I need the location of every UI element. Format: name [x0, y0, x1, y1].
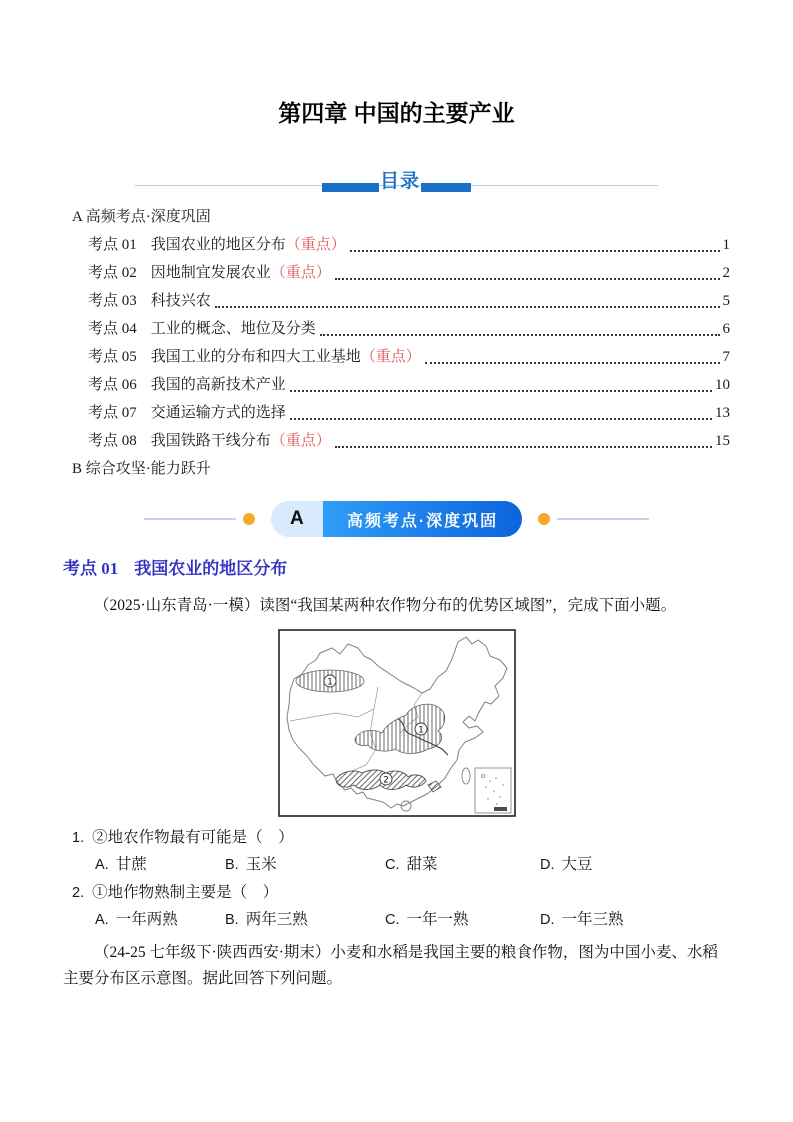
toc-item-label: 考点 02: [88, 265, 137, 281]
question-number: 1.: [72, 830, 85, 846]
toc-section-a: A 高频考点·深度巩固: [72, 209, 211, 225]
toc-item-title: 我国的高新技术产业: [150, 377, 286, 393]
toc-item-label: 考点 06: [88, 377, 137, 393]
toc-dot-leader: [290, 390, 712, 392]
option-letter: B.: [225, 912, 239, 928]
toc-item: [63, 427, 730, 455]
question-1-options: [63, 851, 730, 879]
option-letter: D.: [540, 857, 555, 873]
banner-dot-left: [243, 513, 255, 525]
toc-item-label: 考点 07: [88, 405, 137, 421]
toc-item: [63, 259, 730, 287]
option-letter: C.: [385, 912, 400, 928]
question-text: ①地作物熟制主要是（ ）: [92, 884, 279, 901]
toc-header: [63, 173, 730, 195]
section-banner: [63, 501, 730, 537]
toc-item: [63, 371, 730, 399]
toc-item-label: 考点 05: [88, 349, 137, 365]
option-c: [385, 851, 540, 879]
toc-page-number: 6: [722, 321, 730, 337]
kaodian-label: 考点 01: [63, 559, 119, 578]
south-china-sea-inset: [475, 768, 511, 813]
toc-page-number: 2: [722, 265, 730, 281]
option-letter: D.: [540, 912, 555, 928]
option-text: 一年三熟: [561, 911, 624, 928]
section-badge: [271, 501, 522, 537]
toc-dot-leader: [215, 306, 720, 308]
option-d: [540, 906, 730, 934]
option-a: [95, 851, 225, 879]
option-text: 大豆: [561, 856, 593, 873]
toc-item-title: 因地制宜发展农业: [150, 265, 271, 281]
china-crop-map: [278, 629, 516, 817]
banner-connector-line-right: [557, 518, 649, 520]
toc-item-label: 考点 01: [88, 237, 137, 253]
region2-label: 2: [382, 775, 389, 786]
toc-page-number: 7: [722, 349, 730, 365]
toc-page-number: 13: [715, 405, 730, 421]
toc-item-label: 考点 04: [88, 321, 137, 337]
option-letter: A.: [95, 912, 109, 928]
region1-label: 1: [326, 677, 333, 688]
toc-item: [63, 399, 730, 427]
kaodian-heading: [63, 557, 730, 581]
toc-item-title: 我国农业的地区分布: [150, 237, 286, 253]
option-letter: C.: [385, 857, 400, 873]
toc-item-label: 考点 08: [88, 433, 137, 449]
region1-label-east: 1: [417, 725, 424, 736]
option-b: [225, 851, 385, 879]
option-text: 玉米: [245, 856, 277, 873]
toc-important-tag: （重点）: [285, 237, 346, 253]
question-2-options: [63, 906, 730, 934]
toc-item-title: 科技兴农: [150, 293, 211, 309]
section-badge-letter: A: [271, 501, 323, 537]
toc-page-number: 15: [715, 433, 730, 449]
toc-section-b: B 综合攻坚·能力跃升: [72, 461, 211, 477]
question-text: ②地农作物最有可能是（ ）: [92, 829, 294, 846]
toc-item-title: 交通运输方式的选择: [150, 405, 286, 421]
question-2: [63, 880, 730, 906]
option-a: [95, 906, 225, 934]
toc-dot-leader: [290, 418, 712, 420]
kaodian-title: 我国农业的地区分布: [134, 559, 288, 578]
toc-important-tag: （重点）: [270, 265, 331, 281]
toc-item: [63, 287, 730, 315]
toc-important-tag: （重点）: [360, 349, 421, 365]
section-badge-text: 高频考点·深度巩固: [323, 501, 522, 537]
option-c: [385, 906, 540, 934]
toc-page-number: 1: [722, 237, 730, 253]
option-text: 两年三熟: [245, 911, 308, 928]
option-d: [540, 851, 730, 879]
option-text: 一年两熟: [115, 911, 178, 928]
toc-dot-leader: [350, 250, 720, 252]
exercise1-intro: （2025·山东青岛·一模）读图“我国某两种农作物分布的优势区域图”，完成下面小题。: [94, 597, 677, 614]
toc-header-bar-left: [322, 183, 379, 192]
table-of-contents: [63, 203, 730, 483]
page-title: 第四章 中国的主要产业: [278, 100, 515, 126]
toc-dot-leader: [335, 278, 720, 280]
option-letter: B.: [225, 857, 239, 873]
toc-item: [63, 343, 730, 371]
toc-important-tag: （重点）: [270, 433, 331, 449]
option-text: 甘蔗: [115, 856, 147, 873]
exercise2-intro: （24-25 七年级下·陕西西安·期末）小麦和水稻是我国主要的粮食作物，图为中国小麦、水稻主要分布区示意图。据此回答下列问题。: [63, 944, 718, 987]
toc-page-number: 5: [722, 293, 730, 309]
toc-item-title: 我国铁路干线分布: [150, 433, 271, 449]
question-number: 2.: [72, 885, 85, 901]
toc-page-number: 10: [715, 377, 730, 393]
inset-caption-block: [494, 807, 507, 811]
toc-header-bar-right: [421, 183, 471, 192]
toc-dot-leader: [335, 446, 712, 448]
option-b: [225, 906, 385, 934]
banner-dot-right: [538, 513, 550, 525]
toc-dot-leader: [320, 334, 720, 336]
option-letter: A.: [95, 857, 109, 873]
toc-item-label: 考点 03: [88, 293, 137, 309]
toc-header-title: 目录: [379, 171, 420, 192]
toc-item: [63, 231, 730, 259]
toc-dot-leader: [425, 362, 720, 364]
question-1: [63, 825, 730, 851]
toc-item-title: 工业的概念、地位及分类: [150, 321, 316, 337]
banner-connector-line-left: [144, 518, 236, 520]
toc-item: [63, 315, 730, 343]
option-text: 甜菜: [406, 856, 438, 873]
toc-item-title: 我国工业的分布和四大工业基地: [150, 349, 361, 365]
option-text: 一年一熟: [406, 911, 469, 928]
